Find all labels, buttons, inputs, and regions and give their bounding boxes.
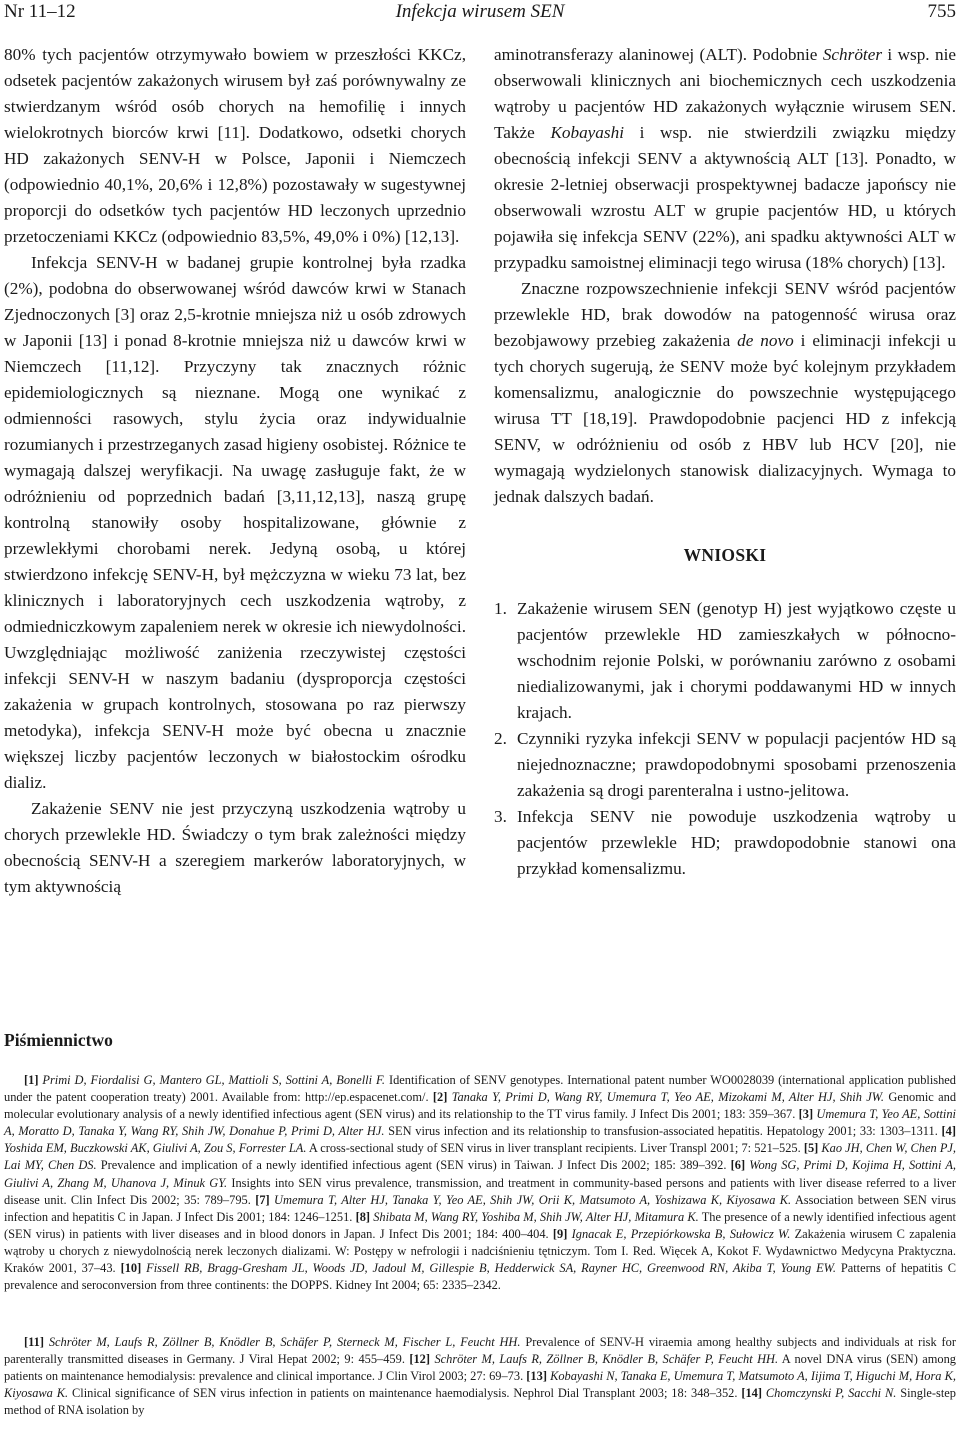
reference-text: Association between SEN virus infection and hepatitis C in Japan. J Infect Dis 2001; 184: 1246–1251.	[4, 1192, 956, 1224]
references-paragraph	[4, 1072, 956, 1294]
reference-authors: Kao JH, Chen W, Chen PJ, Lai MY, Chen DS.	[4, 1141, 956, 1173]
reference-number: [9]	[552, 1226, 568, 1241]
reference-number: [1]	[24, 1073, 39, 1087]
running-title: Infekcja wirusem SEN	[395, 1, 565, 22]
reference-item	[4, 1261, 956, 1292]
author-name: Schröter	[822, 45, 883, 64]
reference-text: Insights into SEN virus prevalence, transmission, and treatment in community-based persons and patients with liver disease referred to a liver disease unit. Clin Infect Dis 2002; 35: 789–795.	[4, 1175, 956, 1207]
references-heading: Piśmiennictwo	[4, 1030, 113, 1050]
body-paragraph	[494, 42, 956, 276]
body-paragraph: Infekcja SENV-H w badanej grupie kontrolnej była rzadka (2%), podobna do obserwowanej wśród dawców krwi w Stanach Zjednoczonych [3] oraz 2,5-krotnie mniejsza niż u osób zdrowych w Japonii [13] i ponad 8-krotnie mniejsza niż u dawców krwi w Niemczech [11,12]. Przyczyny tak znacznych różnic epidemiologicznych są nieznane. Mogą one wynikać z odmienności rasowych, stylu życia oraz indywidualnie rozumianych i przestrzeganych zasad higieny osobistej. Różnice te wymagają dalszej weryfikacji. Na uwagę zasługuje fakt, że w odróżnieniu od poprzednich badań [3,11,12,13], naszą grupę kontrolną stanowiły osoby hospitalizowane, głównie z przewlekłymi chorobami nerek. Jedyną osobą, u której stwierdzono infekcję SENV-H, był mężczyzna w wieku 73 lat, bez klinicznych i laboratoryjnych cech uszkodzenia wątroby, z odmiedniczkowym zapaleniem nerek w okresie ich niewydolności. Uwzględniając możliwość zaniżenia rzeczywistej częstości infekcji SENV-H w naszym badaniu (dysproporcja częstości zakażenia w grupach kontrolnych, stosowana po raz pierwszy metodyka), infekcja SENV-H może być obecna u znacznie większej liczby pacjentów leczonych w białostockim ośrodku dializ.	[4, 253, 466, 792]
reference-authors: Umemura T, Alter HJ, Tanaka Y, Yeo AE, Shih JW, Orii K, Matsumoto A, Yoshizawa K, Kiyosawa K.	[274, 1192, 792, 1207]
reference-text: The presence of a newly identified infectious agent (SEN virus) in patients with liver diseases and in blood donors in Japan. J Infect Dis 2001; 184: 400–404.	[4, 1209, 956, 1241]
reference-authors: Chomczynski P, Sacchi N.	[765, 1386, 897, 1401]
reference-text: Prevalence and implication of a newly identified infectious agent (SEN virus) in Taiwan. J Infect Dis 2002; 185: 389–392.	[100, 1158, 727, 1173]
list-item	[494, 726, 956, 804]
conclusions-heading: WNIOSKI	[683, 545, 767, 565]
list-number: 2.	[494, 729, 507, 748]
reference-authors: Wong SG, Primi D, Kojima H, Sottini A, Giulivi A, Zhang M, Uhanova J, Minuk GY.	[4, 1158, 956, 1190]
reference-authors: Shibata M, Wang RY, Yoshiba M, Shih JW, Alter HJ, Mitamura K.	[373, 1209, 699, 1224]
reference-authors: Ignacak E, Przepiórkowska B, Sułowicz W.	[571, 1226, 791, 1241]
references-block	[4, 1072, 956, 1294]
text-run: i wsp. nie obserwowali klinicznych ani biochemicznych cech uszkodzenia wątroby u pacjentów HD zakażonych wyłącznie wirusem SEN. Także	[494, 45, 957, 142]
left-column	[4, 42, 466, 900]
reference-number: [8]	[355, 1209, 371, 1224]
body-paragraph: 80% tych pacjentów otrzymywało bowiem w przeszłości KKCz, odsetek pacjentów zakażonych wirusem był zaś porównywalny ze stwierdzanym wśród osób chorych na hemofilię i innych wielokrotnych biorców krwi [11]. Dodatkowo, odsetki chorych HD zakażonych SENV-H w Polsce, Japonii i Niemczech (odpowiednio 40,1%, 20,6% i 12,8%) pozostawały w sugestywnej proporcji do odsetków tych pacjentów HD leczonych uprzednio przetoczeniami KKCz (odpowiednio 83,5%, 49,0% i 0%) [12,13].	[4, 45, 466, 246]
reference-number: [5]	[803, 1141, 819, 1156]
reference-authors: Kobayashi N, Tanaka E, Umemura T, Matsumoto A, Iijima T, Higuchi M, Hora K, Kiyosawa K.	[4, 1369, 956, 1401]
body-paragraph: Zakażenie SENV nie jest przyczyną uszkodzenia wątroby u chorych przewlekle HD. Świadczy o tym brak zależności między obecnością SENV-H a szeregiem markerów laboratoryjnych, w tym aktywnością	[4, 799, 466, 896]
reference-number: [3]	[798, 1107, 814, 1122]
issue-number: Nr 11–12	[4, 1, 76, 22]
reference-text: Single-step method of RNA isolation by	[4, 1386, 956, 1418]
reference-number: [14]	[741, 1386, 763, 1401]
conclusions-list	[494, 596, 956, 882]
text-run: aminotransferazy alaninowej (ALT). Podobnie	[494, 45, 823, 64]
reference-text: Clinical significance of SEN virus infection in patients on maintenance haemodialysis. Nephrol Dial Transplant 2003; 18: 348–352.	[72, 1386, 738, 1401]
list-number: 1.	[494, 599, 507, 618]
text-run: i wsp. nie stwierdzili związku między obecnością infekcji SENV a aktywnością ALT [13]. Ponadto, w okresie 2-letniej obserwacji prospektywnej badacze japońscy nie obserwowali wzrostu ALT w grupie pacjentów HD, u których pojawiła się infekcja SENV (22%), ani spadku aktywności ALT w przypadku samoistnej eliminacji tego wirusa (18% chorych) [13].	[494, 123, 957, 272]
reference-authors: Fissell RB, Bragg-Gresham JL, Woods JD, Jadoul M, Gillespie B, Hedderwick SA, Rayner HC, Greenwood RN, Akiba T, Young EW.	[146, 1261, 836, 1276]
reference-text: Prevalence of SENV-H viraemia among healthy subjects and individuals at risk for parenterally transmitted diseases in Germany. J Viral Hepat 2002; 9: 455–459.	[4, 1335, 956, 1367]
reference-number: [6]	[730, 1158, 746, 1173]
reference-number: [10]	[120, 1261, 142, 1276]
author-name: Kobayashi	[550, 123, 624, 142]
list-item	[494, 804, 956, 882]
text-run: Znaczne rozpowszechnienie infekcji SENV wśród pacjentów przewlekle HD, brak dowodów na patogenność wirusa oraz bezobjawowy przebieg zakażenia	[494, 279, 956, 350]
right-column	[494, 42, 956, 882]
reference-text: Patterns of hepatitis C prevalence and seroconversion from three continents: the DOPPS. Kidney Int 2004; 65: 2335–2342.	[4, 1261, 957, 1293]
reference-authors: Primi D, Fiordalisi G, Mantero GL, Mattioli S, Sottini A, Bonelli F.	[42, 1073, 386, 1087]
reference-authors: Tanaka Y, Primi D, Wang RY, Umemura T, Yeo AE, Mizokami M, Alter HJ, Shih JW.	[451, 1090, 885, 1105]
reference-authors: Yoshida EM, Buczkowski AK, Giulivi A, Zou S, Forrester LA.	[4, 1141, 307, 1156]
reference-text: Zakażenia wirusem C zapalenia wątroby u chorych z niewydolnością nerek leczonych dializami. W: Postępy w nefrologii i nadciśnieniu tętniczym. Tom I. Red. Więcek A, Kokot F. Wydawnictwo Medycyna Praktyczna. Kraków 2001, 37–43.	[4, 1226, 956, 1276]
reference-authors: Umemura T, Yeo AE, Sottini A, Moratto D, Tanaka Y, Wang RY, Shih JW, Donahue P, Primi D, Alter HJ.	[4, 1107, 956, 1139]
list-text: Infekcja SENV nie powoduje uszkodzenia wątroby u pacjentów przewlekle HD; prawdopodobnie stanowi ona przykład komensalizmu.	[517, 807, 956, 878]
page-number: 755	[927, 1, 956, 22]
text-run: i eliminacji infekcji u tych chorych sugerują, że SENV może być kolejnym przykładem komensalizmu, analogicznie do powszechnie występującego wirusa TT [18,19]. Prawdopodobnie pacjenci HD z infekcją SENV, w odróżnieniu od osób z HBV lub HCV [20], nie wymagają wydzielonych stanowisk dializacyjnych. Wymaga to jednak dalszych badań.	[494, 331, 956, 506]
reference-number: [2]	[432, 1090, 448, 1105]
list-item	[494, 596, 956, 726]
reference-text: A novel DNA virus (SEN) among patients on maintenance hemodialysis: prevalence and clinical importance. J Clin Virol 2003; 27: 69–73.	[4, 1352, 956, 1384]
italic-term: de novo	[737, 331, 794, 350]
list-number: 3.	[494, 807, 507, 826]
reference-text: SEN virus infection and its relationship to transfusion-associated hepatitis. Hepatology 2001; 33: 1303–1311.	[388, 1124, 938, 1139]
reference-authors: Schröter M, Laufs R, Zöllner B, Knödler B, Schäfer P, Sterneck M, Fischer L, Feucht HH.	[48, 1335, 521, 1349]
reference-number: [13]	[526, 1369, 547, 1384]
reference-authors: Schröter M, Laufs R, Zöllner B, Knödler B, Schäfer P, Feucht HH.	[434, 1352, 779, 1367]
reference-text: Identification of SENV genotypes. International patent number WO0028039 (international application published under the patent cooperation treaty) 2001. Available from: http://ep.espacenet.com/.	[4, 1073, 956, 1105]
reference-text: Genomic and molecular evolutionary analysis of a newly identified infectious agent (SEN virus) and its relationship to the TT virus family. J Infect Dis 2001; 183: 359–367.	[4, 1090, 957, 1122]
list-text: Zakażenie wirusem SEN (genotyp H) jest wyjątkowo częste u pacjentów przewlekle HD zamieszkałych w północno-wschodnim rejonie Polski, w porównaniu zarówno z osobami niedializowanymi, jak i chorymi poddawanymi HD w innych krajach.	[517, 599, 956, 722]
reference-number: [11]	[24, 1335, 44, 1349]
references-block	[4, 1334, 956, 1419]
references-paragraph	[4, 1334, 956, 1419]
body-paragraph	[494, 276, 956, 510]
reference-number: [12]	[409, 1352, 431, 1367]
reference-number: [7]	[255, 1192, 270, 1207]
reference-text: A cross-sectional study of SEN virus in liver transplant recipients. Liver Transpl 2001; 7: 521–525.	[308, 1141, 801, 1156]
list-text: Czynniki ryzyka infekcji SENV w populacji pacjentów HD są niejednoznaczne; prawdopodobnymi sposobami przenoszenia zakażenia są drogi parenteralna i ustno-jelitowa.	[517, 729, 956, 800]
page-header	[4, 0, 956, 26]
reference-number: [4]	[941, 1124, 956, 1139]
